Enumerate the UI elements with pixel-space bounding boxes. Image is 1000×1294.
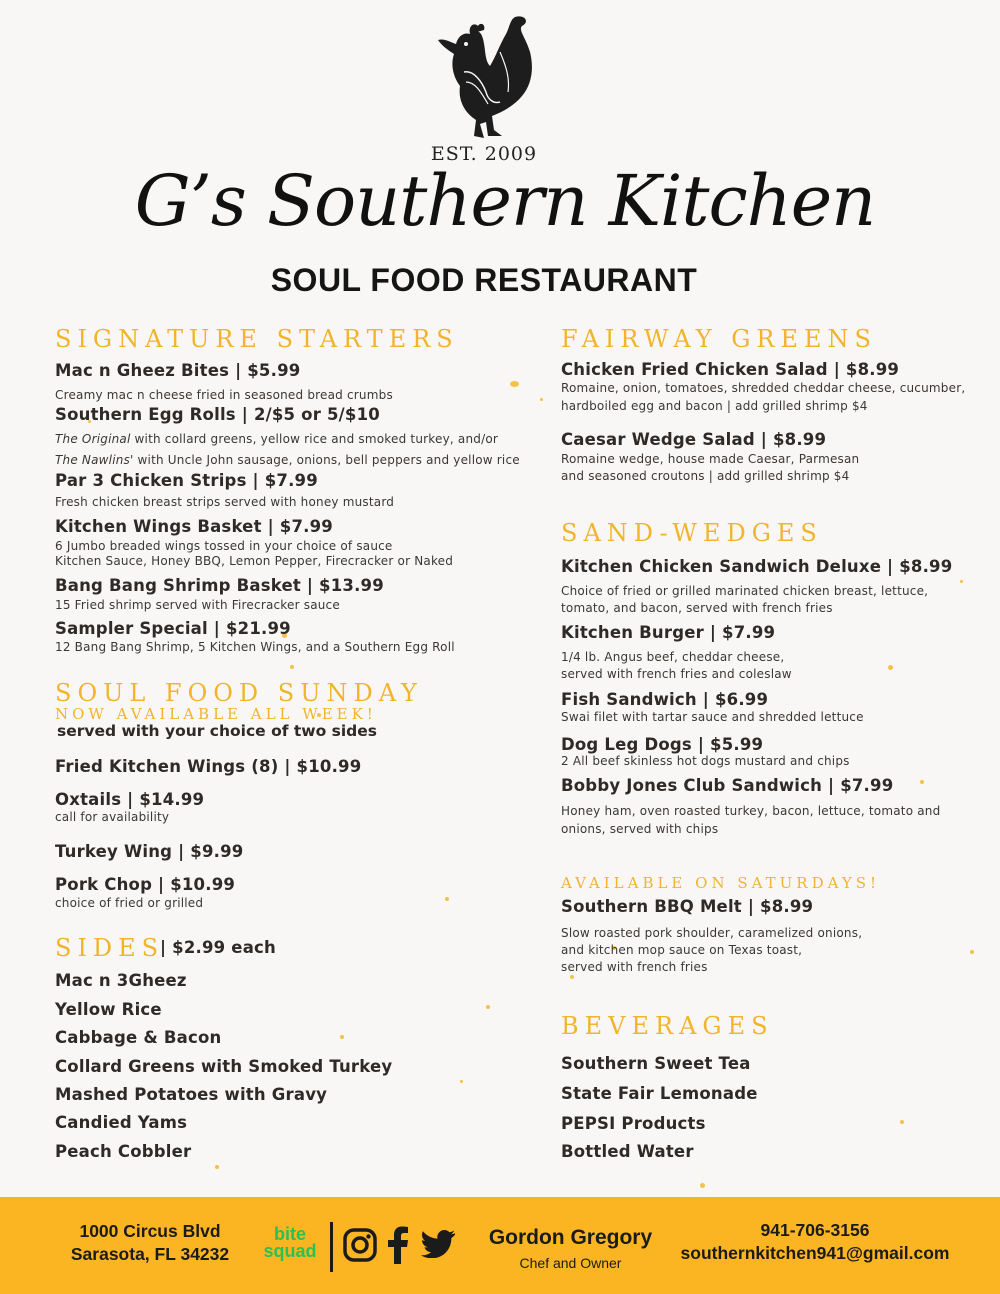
twitter-icon[interactable] xyxy=(421,1230,455,1258)
menu-item-title: Mac n Gheez Bites | $5.99 xyxy=(55,361,301,380)
menu-item-description xyxy=(55,452,520,469)
menu-item-description: and seasoned croutons | add grilled shrimp $4 xyxy=(561,469,850,483)
menu-item-description xyxy=(55,431,498,448)
menu-item-description: and kitchen mop sauce on Texas toast, xyxy=(561,943,803,957)
bite-squad-word-1: bite xyxy=(273,1224,306,1244)
menu-item-title: Turkey Wing | $9.99 xyxy=(55,842,244,861)
beverage-item: PEPSI Products xyxy=(561,1114,706,1133)
side-item: Candied Yams xyxy=(55,1113,188,1132)
section-subheading: NOW AVAILABLE ALL WEEK! xyxy=(55,705,377,723)
menu-item-description: Swai filet with tartar sauce and shredded lettuce xyxy=(561,710,864,724)
address-line-1: 1000 Circus Blvd xyxy=(79,1221,221,1241)
menu-item-title: Bang Bang Shrimp Basket | $13.99 xyxy=(55,576,384,595)
established-year: EST. 2009 xyxy=(430,143,538,165)
side-item: Mashed Potatoes with Gravy xyxy=(55,1085,328,1104)
contact-email[interactable]: southernkitchen941@gmail.com xyxy=(680,1243,950,1263)
section-heading-beverages: BEVERAGES xyxy=(561,1012,774,1040)
restaurant-subtitle: SOUL FOOD RESTAURANT xyxy=(270,262,698,298)
menu-item-title: Fried Kitchen Wings (8) | $10.99 xyxy=(55,757,362,776)
menu-item-description: 1/4 lb. Angus beef, cheddar cheese, xyxy=(561,650,785,664)
menu-item-description: Romaine, onion, tomatoes, shredded cheddar cheese, cucumber, xyxy=(561,381,966,395)
contact-phone[interactable]: 941-706-3156 xyxy=(760,1220,870,1240)
menu-item-description: Slow roasted pork shoulder, caramelized onions, xyxy=(561,926,863,940)
side-item: Peach Cobbler xyxy=(55,1142,192,1161)
owner-role: Chef and Owner xyxy=(519,1255,622,1271)
menu-item-description: Choice of fried or grilled marinated chicken breast, lettuce, xyxy=(561,584,929,598)
menu-item-description: Romaine wedge, house made Caesar, Parmesan xyxy=(561,452,860,466)
menu-item-description: onions, served with chips xyxy=(561,822,719,836)
menu-item-description: call for availability xyxy=(55,810,170,824)
menu-item-title: Kitchen Burger | $7.99 xyxy=(561,623,776,642)
section-heading-soul-food-sunday: SOUL FOOD SUNDAY xyxy=(55,679,423,707)
menu-item-title: Kitchen Wings Basket | $7.99 xyxy=(55,517,333,536)
menu-item-description: Kitchen Sauce, Honey BBQ, Lemon Pepper, Firecracker or Naked xyxy=(55,554,454,568)
menu-item-title: Sampler Special | $21.99 xyxy=(55,619,291,638)
side-item: Mac n 3Gheez xyxy=(55,971,187,990)
beverage-item: Southern Sweet Tea xyxy=(561,1054,751,1073)
facebook-icon[interactable] xyxy=(387,1226,409,1264)
section-heading-sand-wedges: SAND-WEDGES xyxy=(561,519,823,547)
egg-roll-variant-desc: ' with Uncle John sausage, onions, bell peppers and yellow rice xyxy=(130,453,520,467)
menu-item-description: hardboiled egg and bacon | add grilled shrimp $4 xyxy=(561,399,868,413)
menu-item-description: Fresh chicken breast strips served with honey mustard xyxy=(55,495,395,509)
egg-roll-variant-desc: with collard greens, yellow rice and smoked turkey, and/or xyxy=(130,432,499,446)
section-note: served with your choice of two sides xyxy=(57,722,378,740)
menu-item-description: Creamy mac n cheese fried in seasoned bread crumbs xyxy=(55,388,393,402)
menu-item-title: Southern Egg Rolls | 2/$5 or 5/$10 xyxy=(55,405,380,424)
section-heading-signature-starters: SIGNATURE STARTERS xyxy=(55,325,459,353)
address-line-2: Sarasota, FL 34232 xyxy=(70,1244,230,1264)
side-item: Collard Greens with Smoked Turkey xyxy=(55,1057,393,1076)
menu-item-description: tomato, and bacon, served with french fries xyxy=(561,601,833,615)
rooster-icon xyxy=(430,12,550,147)
menu-item-title: Fish Sandwich | $6.99 xyxy=(561,690,769,709)
menu-item-title: Southern BBQ Melt | $8.99 xyxy=(561,897,814,916)
section-heading-saturdays: AVAILABLE ON SATURDAYS! xyxy=(561,874,881,892)
menu-item-description: 6 Jumbo breaded wings tossed in your choice of sauce xyxy=(55,539,393,553)
menu-item-description: 2 All beef skinless hot dogs mustard and chips xyxy=(561,754,850,768)
side-item: Yellow Rice xyxy=(55,1000,162,1019)
instagram-icon[interactable] xyxy=(342,1227,378,1263)
owner-name: Gordon Gregory xyxy=(488,1226,653,1249)
bite-squad-word-2: squad xyxy=(263,1241,317,1261)
beverage-item: Bottled Water xyxy=(561,1142,694,1161)
menu-item-description: choice of fried or grilled xyxy=(55,896,204,910)
side-item: Cabbage & Bacon xyxy=(55,1028,222,1047)
menu-item-title: Kitchen Chicken Sandwich Deluxe | $8.99 xyxy=(561,557,953,576)
sides-price: | $2.99 each xyxy=(160,938,276,957)
bite-squad-logo[interactable] xyxy=(255,1226,325,1260)
egg-roll-variant-name: The Nawlins xyxy=(55,453,131,467)
menu-item-description: Honey ham, oven roasted turkey, bacon, lettuce, tomato and xyxy=(561,804,941,818)
menu-item-description: served with french fries xyxy=(561,960,708,974)
menu-item-description: 12 Bang Bang Shrimp, 5 Kitchen Wings, and a Southern Egg Roll xyxy=(55,640,455,654)
menu-item-title: Bobby Jones Club Sandwich | $7.99 xyxy=(561,776,894,795)
section-heading-sides: SIDES xyxy=(55,934,165,962)
section-heading-fairway-greens: FAIRWAY GREENS xyxy=(561,325,877,353)
restaurant-name: G’s Southern Kitchen xyxy=(134,160,876,242)
menu-item-title: Dog Leg Dogs | $5.99 xyxy=(561,735,764,754)
beverage-item: State Fair Lemonade xyxy=(561,1084,758,1103)
menu-item-title: Caesar Wedge Salad | $8.99 xyxy=(561,430,827,449)
footer-address xyxy=(60,1220,240,1266)
menu-item-title: Chicken Fried Chicken Salad | $8.99 xyxy=(561,360,900,379)
menu-item-description: 15 Fried shrimp served with Firecracker sauce xyxy=(55,598,340,612)
menu-item-title: Pork Chop | $10.99 xyxy=(55,875,236,894)
menu-item-title: Par 3 Chicken Strips | $7.99 xyxy=(55,471,318,490)
egg-roll-variant-name: The Original xyxy=(55,432,131,446)
menu-item-title: Oxtails | $14.99 xyxy=(55,790,205,809)
footer-divider xyxy=(330,1222,333,1272)
menu-item-description: served with french fries and coleslaw xyxy=(561,667,792,681)
